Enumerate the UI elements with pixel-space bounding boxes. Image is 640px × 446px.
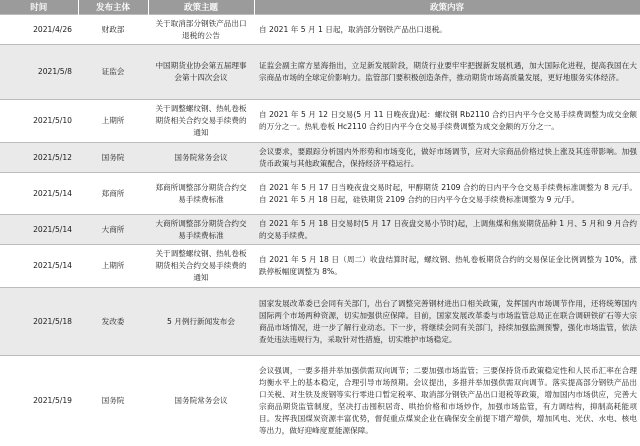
table-row: [0, 356, 640, 446]
cell-content: 国家发展改革委已会同有关部门，出台了调整完善钢材进出口相关政策，发挥国内市场调节作用，还将统筹国内国际两个市场两种资源，切实加强供应保障。目前，国家发展改革委与市场监管总局正在联合调研铁矿石等大宗商品市场情况，进一步了解行业动态。下一步，将继续会同有关部门，持续加强监测预警，强化市场监管，依法查处违法违规行为，采取针对性措施，切实维护市场稳定。: [254, 288, 640, 356]
table-row: [0, 288, 640, 356]
cell-date: 2021/5/19: [0, 356, 78, 446]
header-date: 时间: [0, 0, 78, 15]
table-row: [0, 173, 640, 215]
cell-topic: 郑商所调整部分期货合约交易手续费标准: [148, 173, 254, 215]
cell-org: 上期所: [78, 245, 148, 288]
cell-date: 2021/5/14: [0, 215, 78, 245]
cell-org: 国务院: [78, 356, 148, 446]
cell-topic: 关于调整螺纹钢、热轧卷板期货相关合约交易手续费的通知: [148, 100, 254, 143]
cell-content: 自 2021 年 5 月 18 日交易时(5 月 17 日夜盘交易小节时)起，上调焦煤和焦炭期货品种 1 月、5 月和 9 月合约的交易手续费。: [254, 215, 640, 245]
cell-org: 发改委: [78, 288, 148, 356]
cell-topic: 5 月例行新闻发布会: [148, 288, 254, 356]
cell-topic: 国务院常务会议: [148, 356, 254, 446]
cell-topic: 大商所调整部分期货合约交易手续费标准: [148, 215, 254, 245]
table-row: [0, 143, 640, 173]
cell-org: 大商所: [78, 215, 148, 245]
table-header-row: [0, 0, 640, 15]
cell-date: 2021/5/14: [0, 173, 78, 215]
header-content: 政策内容: [254, 0, 640, 15]
cell-topic: 关于取消部分钢铁产品出口退税的公告: [148, 15, 254, 45]
cell-topic: 中国期货业协会第五届理事会第十四次会议: [148, 45, 254, 100]
table-row: [0, 215, 640, 245]
cell-date: 2021/4/26: [0, 15, 78, 45]
cell-content: 自 2021 年 5 月 17 日当晚夜盘交易时起，甲醇期货 2109 合约的日内平今仓交易手续费标准调整为 8 元/手。自 2021 年 5 月 18 日起，硅铁期货 2109 合约的日内平今仓交易手续费标准调整为 9 元/手。: [254, 173, 640, 215]
header-org: 发布主体: [78, 0, 148, 15]
cell-org: 上期所: [78, 100, 148, 143]
cell-content: 证监会副主席方星海指出，立足新发展阶段，期货行业要牢牢把握新发展机遇，加大国际化进程，提高我国在大宗商品市场的全球定价影响力。监管部门要积极创造条件，推动期货市场高质量发展，更好地服务实体经济。: [254, 45, 640, 100]
cell-date: 2021/5/12: [0, 143, 78, 173]
cell-topic: 国务院常务会议: [148, 143, 254, 173]
cell-content: 会议强调，一要多措并举加强供需双向调节；二要加强市场监管；三要保持货币政策稳定性和人民币汇率在合理均衡水平上的基本稳定，合理引导市场预期。会议提出，多措并举加强供需双向调节。落实提高部分钢铁产品出口关税、对生铁及废钢等实行零进口暂定税率、取消部分钢铁产品出口退税等政策，增加国内市场供应，完善大宗商品期货监管制度，坚决打击囤积居奇、哄抬价格和市场炒作，加强市场监管，有力调结构，抑制高耗能项目。发挥我国煤炭资源丰富优势，督促重点煤炭企业在确保安全前提下增产增供，增加风电、光伏、水电、核电等出力，做好迎峰度夏能源保障。: [254, 356, 640, 446]
cell-content: 会议要求，要跟踪分析国内外形势和市场变化，做好市场调节，应对大宗商品价格过快上涨及其连带影响。加强货币政策与其他政策配合，保持经济平稳运行。: [254, 143, 640, 173]
cell-org: 财政部: [78, 15, 148, 45]
table-row: [0, 45, 640, 100]
table-row: [0, 15, 640, 45]
cell-date: 2021/5/14: [0, 245, 78, 288]
cell-date: 2021/5/18: [0, 288, 78, 356]
cell-org: 证监会: [78, 45, 148, 100]
cell-date: 2021/5/8: [0, 45, 78, 100]
cell-org: 国务院: [78, 143, 148, 173]
cell-date: 2021/5/10: [0, 100, 78, 143]
cell-content: 自 2021 年 5 月 18 日（周二）收盘结算时起，螺纹钢、热轧卷板期货合约的交易保证金比例调整为 10%，涨跌停板幅度调整为 8%。: [254, 245, 640, 288]
cell-content: 自 2021 年 5 月 12 日交易(5 月 11 日晚夜盘)起：螺纹钢 Rb2110 合约日内平今仓交易手续费调整为成交金额的万分之一。热轧卷板 Hc2110 合约日内平今仓交易手续费调整为成交金额的万分之一。: [254, 100, 640, 143]
cell-content: 自 2021 年 5 月 1 日起，取消部分钢铁产品出口退税。: [254, 15, 640, 45]
table-row: [0, 100, 640, 143]
cell-topic: 关于调整螺纹钢、热轧卷板期货相关合约交易手续费的通知: [148, 245, 254, 288]
cell-org: 郑商所: [78, 173, 148, 215]
table-row: [0, 245, 640, 288]
header-topic: 政策主题: [148, 0, 254, 15]
